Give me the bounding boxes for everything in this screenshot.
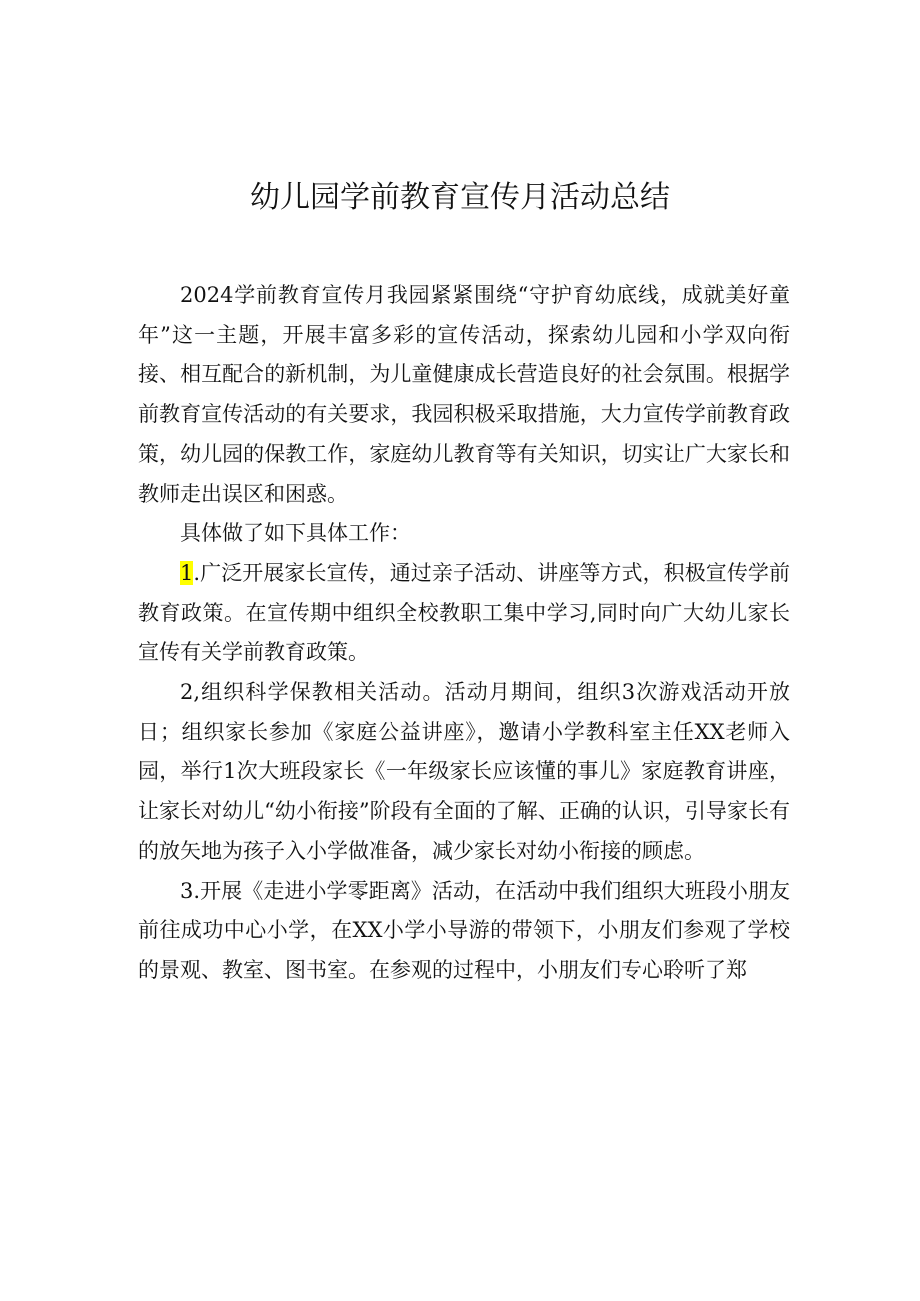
paragraph-item-1-text: .广泛开展家长宣传，通过亲子活动、讲座等方式，积极宣传学前教育政策。在宣传期中组织全校教职工集中学习,同时向广大幼儿家长宣传有关学前教育政策。 — [138, 560, 790, 665]
highlighted-item-number: 1 — [180, 560, 194, 585]
paragraph-intro: 2024学前教育宣传月我园紧紧围绕“守护育幼底线，成就美好童年”这一主题，开展丰富多彩的宣传活动，探索幼儿园和小学双向衔接、相互配合的新机制，为儿童健康成长营造良好的社会氛围。根据学前教育宣传活动的有关要求，我园积极采取措施，大力宣传学前教育政策，幼儿园的保教工作，家庭幼儿教育等有关知识，切实让广大家长和教师走出误区和困惑。 — [138, 283, 790, 506]
document-body — [138, 276, 790, 991]
paragraph-work-intro: 具体做了如下具体工作： — [180, 521, 411, 546]
paragraph-item-1 — [138, 554, 790, 673]
paragraph-item-2: 2,组织科学保教相关活动。活动月期间，组织3次游戏活动开放日；组织家长参加《家庭公益讲座》，邀请小学教科室主任XX老师入园，举行1次大班段家长《一年级家长应该懂的事儿》家庭教育讲座，让家长对幼儿“幼小衔接”阶段有全面的了解、正确的认识，引导家长有的放矢地为孩子入小学做准备，减少家长对幼小衔接的顾虑。 — [138, 680, 790, 863]
document-title: 幼儿园学前教育宣传月活动总结 — [250, 180, 670, 215]
paragraph-item-3: 3.开展《走进小学零距离》活动，在活动中我们组织大班段小朋友前往成功中心小学，在XX小学小导游的带领下，小朋友们参观了学校的景观、教室、图书室。在参观的过程中，小朋友们专心聆听了郑 — [138, 878, 790, 982]
